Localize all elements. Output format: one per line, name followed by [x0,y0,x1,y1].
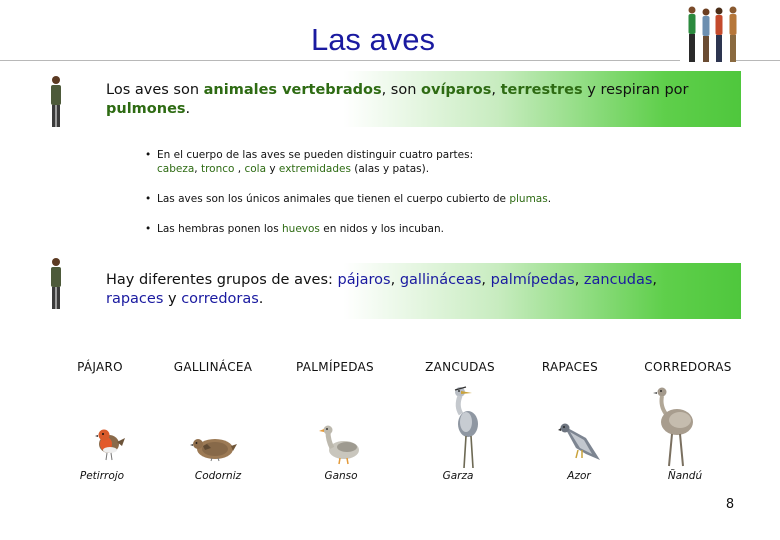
group-label-rapaces: RAPACES [541,360,599,374]
group-label-zancudas: ZANCUDAS [425,360,495,374]
intro-text [106,81,706,119]
term-gallinaceas: gallináceas [399,272,482,288]
term-pajaros: pájaros [337,272,391,288]
term-zancudas: zancudas [583,272,653,288]
sep: , [234,163,245,175]
part-cola: cola [244,163,267,175]
sep: en nidos y los incuban. [319,223,444,235]
term-oviparos: ovíparos [421,82,492,98]
sep: (alas y patas). [350,163,430,175]
sep: y [266,163,279,175]
student-figure-icon [47,74,65,130]
term-palmipedas: palmípedas [490,272,575,288]
term-corredoras: corredoras [181,291,259,307]
term-vertebrados: animales vertebrados [203,82,382,98]
bullet-dot: • [145,193,152,205]
title-divider [0,60,680,61]
sep: , [481,272,491,288]
bird-name-nandu: Ñandú [667,470,703,482]
page-number: 8 [725,497,735,512]
intro-text-2: , son [381,82,422,98]
sep: , [194,163,201,175]
part-cabeza: cabeza [157,163,195,175]
sep: , [652,272,658,288]
sep: . [547,193,552,205]
goose-icon [318,422,366,466]
sep: , [390,272,400,288]
bullet-1-line-2 [157,162,577,176]
bullet-2-text: Las aves son los únicos animales que tienen el cuerpo cubierto de [157,193,510,205]
term-terrestres: terrestres [500,82,583,98]
term-rapaces: rapaces [106,291,164,307]
student-figure-icon [47,256,65,312]
bullet-3-text: Las hembras ponen los [157,223,283,235]
robin-icon [92,422,128,462]
heron-icon [446,384,486,470]
quail-icon [187,432,239,462]
groups-intro-text [106,271,706,309]
bird-name-garza: Garza [442,470,474,482]
groups-highlight-band [100,263,741,319]
group-label-palmipedas: PALMÍPEDAS [296,360,374,374]
term-huevos: huevos [282,223,320,235]
term-plumas: plumas [509,193,548,205]
sep: y [163,291,182,307]
term-pulmones: pulmones [106,101,186,117]
intro-text-5: . [185,101,191,117]
bird-name-codorniz: Codorniz [194,470,242,482]
intro-text-3: , [491,82,501,98]
part-extremidades: extremidades [278,163,351,175]
intro-text-4: y respiran por [582,82,689,98]
part-tronco: tronco [200,163,235,175]
students-group-icon [684,4,748,66]
bird-name-ganso: Ganso [324,470,358,482]
bird-name-petirrojo: Petirrojo [79,470,125,482]
bullet-dot: • [145,223,152,235]
intro-highlight-band [100,71,741,127]
bullet-dot: • [145,149,152,161]
group-label-pajaro: PÁJARO [77,360,123,374]
groups-text-1: Hay diferentes grupos de aves: [106,272,338,288]
hawk-icon [556,418,604,466]
bird-name-azor: Azor [567,470,591,482]
rhea-icon [652,386,698,468]
page-title: Las aves [310,22,436,57]
group-label-gallinacea: GALLINÁCEA [173,360,253,374]
sep: , [574,272,584,288]
intro-text-1: Los aves son [106,82,204,98]
bullet-1-line-1: En el cuerpo de las aves se pueden distinguir cuatro partes: [157,149,474,161]
sep: . [258,291,264,307]
group-label-corredoras: CORREDORAS [644,360,732,374]
